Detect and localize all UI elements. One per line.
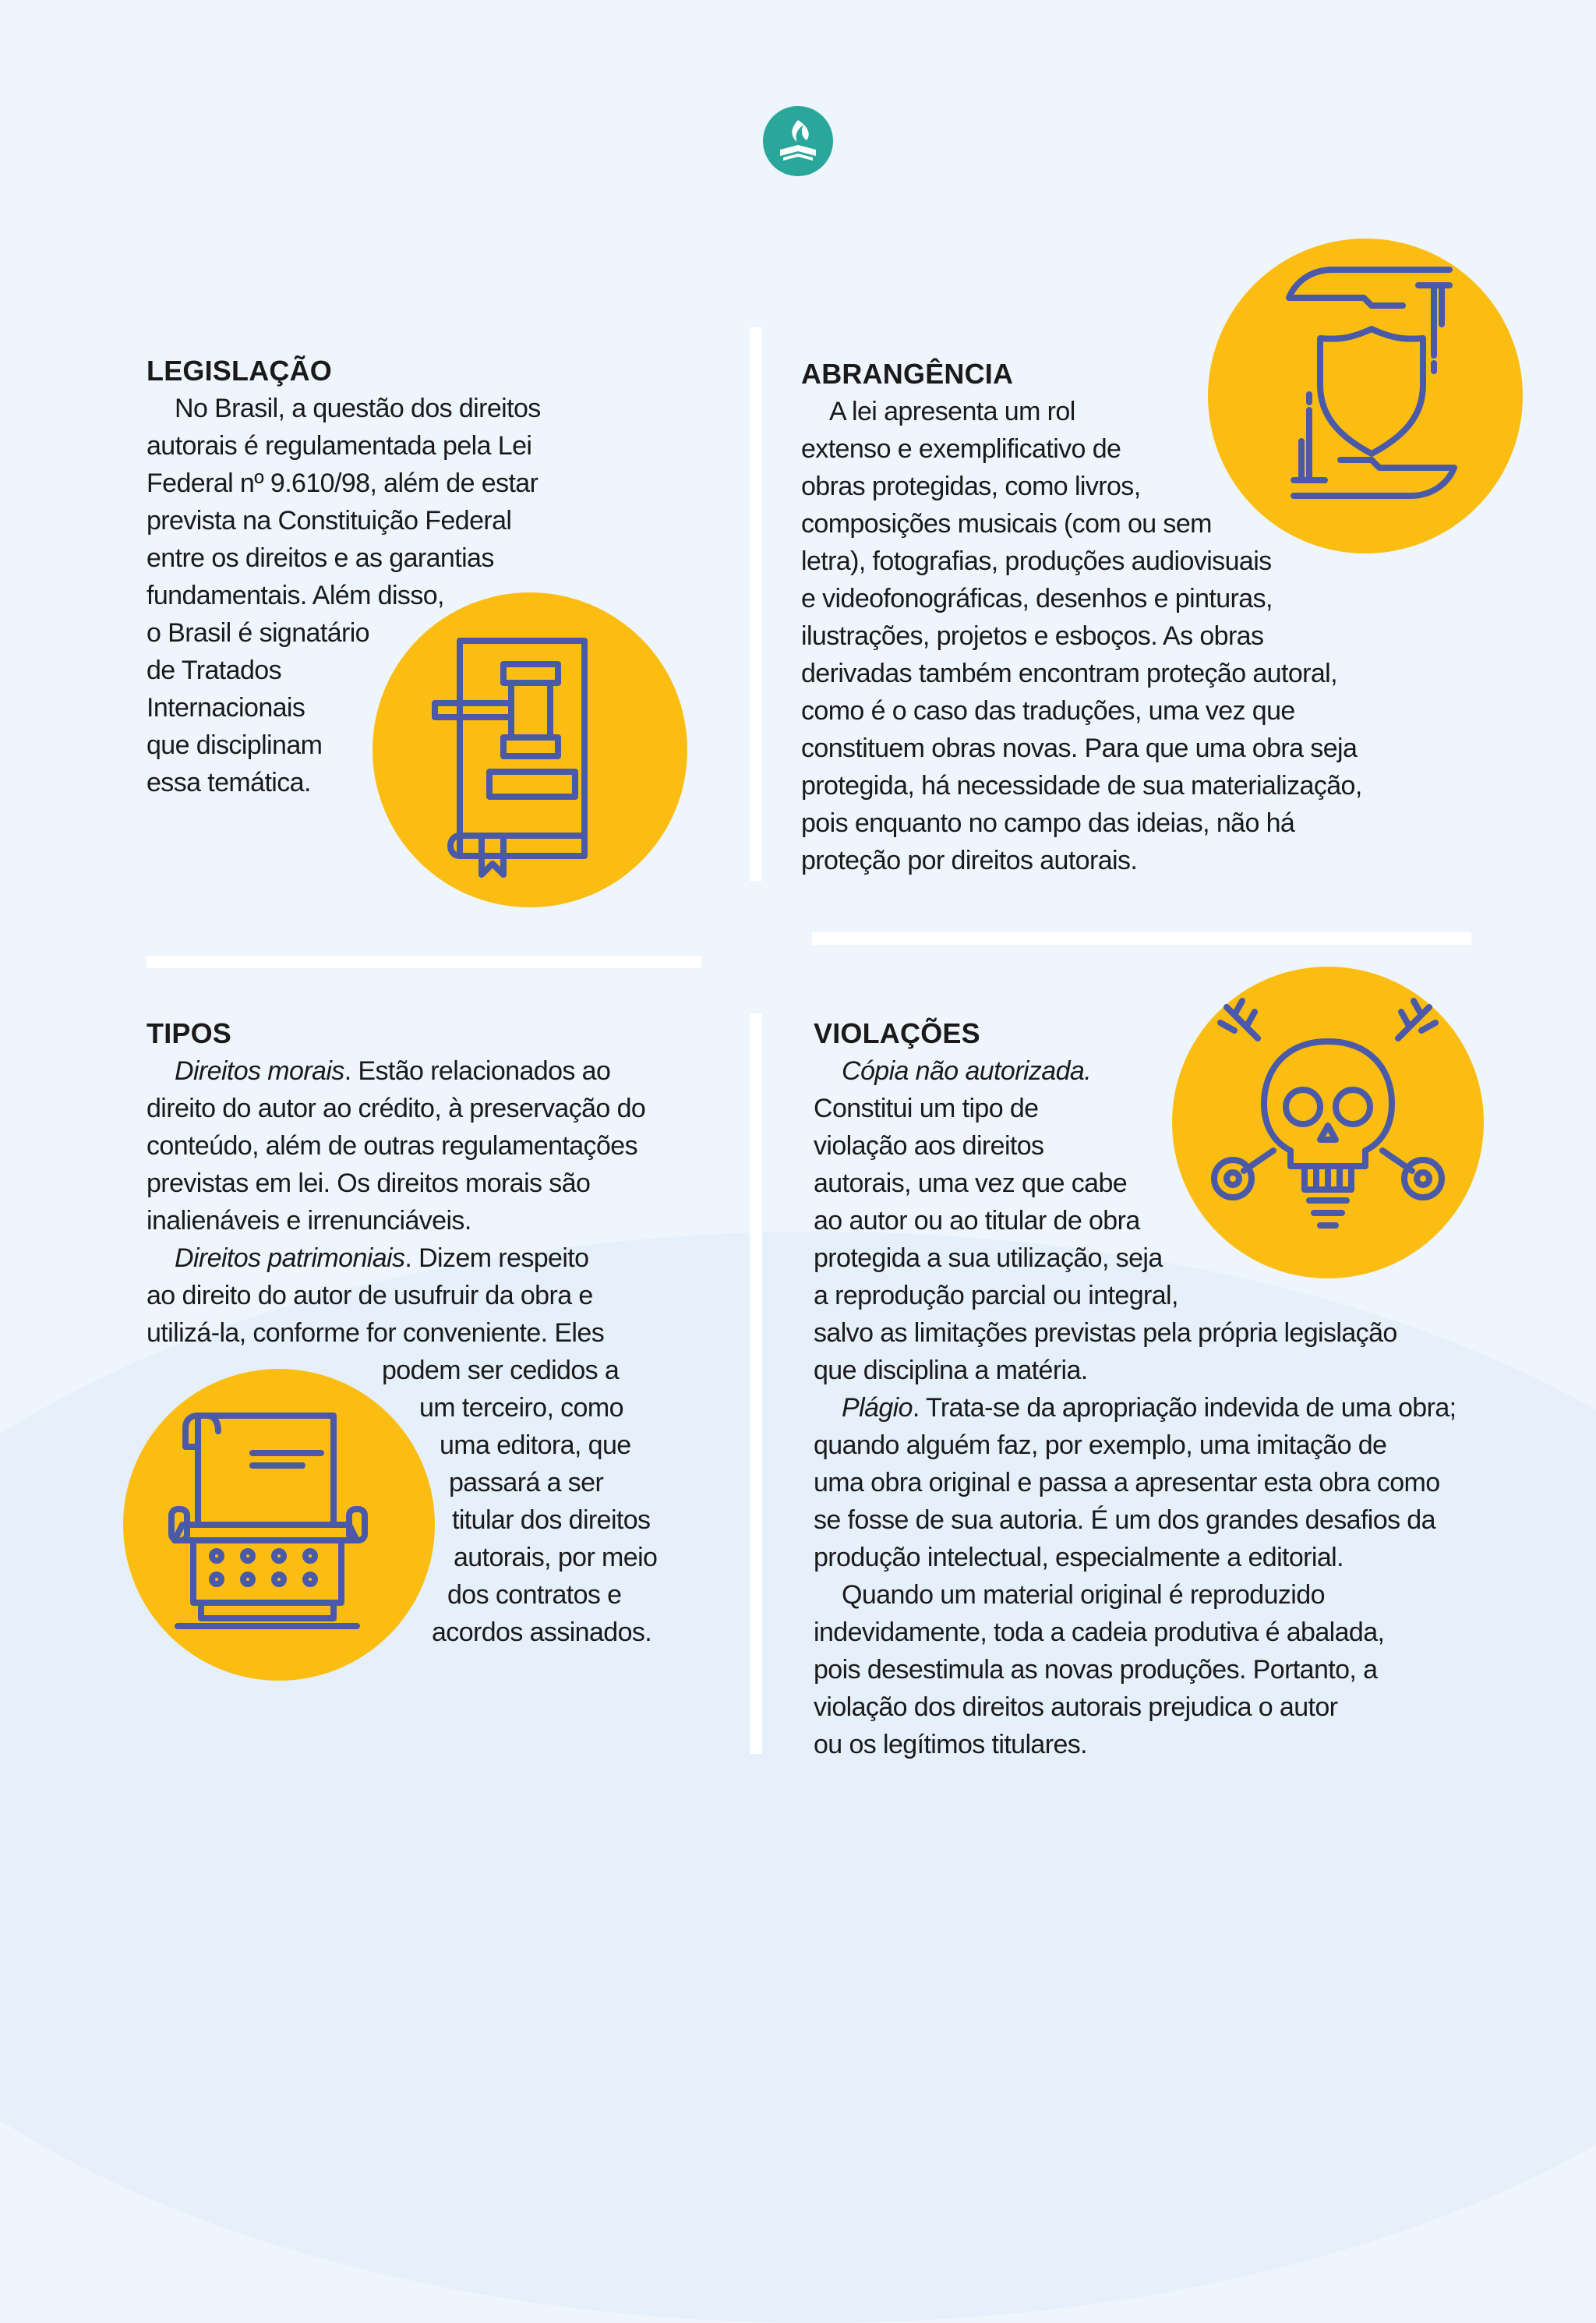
horizontal-divider-right [812,932,1471,945]
section-violacoes [814,1015,1457,1763]
text-line [814,1389,1457,1427]
text-line: salvo as limitações previstas pela própria legislação [814,1318,1397,1348]
vertical-divider-top [750,327,762,881]
text-line: direito do autor ao crédito, à preservação do [147,1094,646,1123]
text-line: obras protegidas, como livros, [801,472,1141,501]
horizontal-divider-left [147,956,701,968]
text-line: o Brasil é signatário [147,618,369,648]
text-line: No Brasil, a questão dos direitos [175,394,541,423]
section-legislacao [147,352,541,801]
text-line: ao autor ou ao titular de obra [814,1206,1140,1236]
text-line: conteúdo, além de outras regulamentações [147,1131,637,1161]
heading-legislacao: LEGISLAÇÃO [147,355,333,387]
text-line: protegida, há necessidade de sua materialização, [801,771,1362,801]
text-line: de Tratados [147,656,281,685]
text-line: violação dos direitos autorais prejudica o autor [814,1692,1338,1722]
term-plagio: Plágio [842,1393,913,1423]
text-line: ou os legítimos titulares. [814,1730,1088,1759]
text-line: Quando um material original é reproduzido [842,1580,1325,1610]
heading-tipos: TIPOS [147,1017,232,1049]
text-line: pois desestimula as novas produções. Portanto, a [814,1655,1378,1685]
text-line: autorais é regulamentada pela Lei [147,431,532,461]
text-line: a reprodução parcial ou integral, [814,1281,1178,1310]
text-line: uma obra original e passa a apresentar esta obra como [814,1468,1440,1497]
text-line: inalienáveis e irrenunciáveis. [147,1206,471,1236]
text-line [147,1052,657,1090]
text-line: constituem obras novas. Para que uma obra seja [801,734,1358,763]
vertical-divider-bottom [750,1013,762,1754]
text-line: ao direito do autor de usufruir da obra e [147,1281,593,1310]
text-line: ilustrações, projetos e esboços. As obras [801,621,1264,651]
text-line: Internacionais [147,693,305,723]
text-line: autorais, uma vez que cabe [814,1169,1128,1198]
section-abrangencia [801,355,1362,879]
section-tipos [147,1015,657,1651]
text-line: A lei apresenta um rol [829,397,1075,426]
text-line: Federal nº 9.610/98, além de estar [147,468,538,498]
text-line: produção intelectual, especialmente a editorial. [814,1543,1344,1572]
text-fragment: . Estão relacionados ao [344,1056,611,1086]
text-line: pois enquanto no campo das ideias, não há [801,808,1295,838]
text-line: se fosse de sua autoria. É um dos grandes desafios da [814,1505,1435,1535]
term-direitos-morais: Direitos morais [175,1056,344,1086]
text-line: extenso e exemplificativo de [801,434,1121,464]
text-line: proteção por direitos autorais. [801,846,1138,875]
text-line: quando alguém faz, por exemplo, uma imitação de [814,1430,1387,1460]
text-line: como é o caso das traduções, uma vez que [801,696,1295,726]
text-line: violação aos direitos [814,1131,1044,1161]
text-line: fundamentais. Além disso, [147,581,444,610]
text-line: um terceiro, como [419,1393,623,1423]
text-line: composições musicais (com ou sem [801,509,1212,539]
text-line: podem ser cedidos a [382,1356,620,1385]
text-line: essa temática. [147,768,311,797]
text-line: derivadas também encontram proteção autoral, [801,659,1337,688]
text-line: prevista na Constituição Federal [147,506,512,536]
text-line: passará a ser [449,1468,604,1497]
text-line [814,1052,1457,1090]
heading-abrangencia: ABRANGÊNCIA [801,358,1014,390]
text-line: que disciplinam [147,730,323,760]
text-line: protegida a sua utilização, seja [814,1243,1163,1273]
text-line: autorais, por meio [454,1543,658,1572]
text-line: titular dos direitos [452,1505,651,1535]
term-copia-nao-autorizada: Cópia não autorizada. [842,1056,1092,1086]
flame-bible-logo-icon [763,106,833,176]
text-fragment: . Trata-se da apropriação indevida de uma obra; [912,1393,1457,1423]
text-line [147,1239,657,1277]
text-line: e videofonográficas, desenhos e pinturas, [801,584,1273,613]
text-line: entre os direitos e as garantias [147,543,494,573]
text-line: indevidamente, toda a cadeia produtiva é abalada, [814,1618,1385,1647]
text-line: utilizá-la, conforme for conveniente. Eles [147,1318,605,1348]
heading-violacoes: VIOLAÇÕES [814,1017,980,1049]
text-line: previstas em lei. Os direitos morais são [147,1169,591,1198]
text-fragment: . Dizem respeito [404,1243,589,1273]
text-line: uma editora, que [440,1430,631,1460]
text-line: Constitui um tipo de [814,1094,1039,1123]
text-line: letra), fotografias, produções audiovisuais [801,546,1272,576]
text-line: dos contratos e [447,1580,622,1610]
term-direitos-patrimoniais: Direitos patrimoniais [175,1243,405,1273]
text-line: acordos assinados. [432,1618,652,1647]
text-line: que disciplina a matéria. [814,1356,1088,1385]
